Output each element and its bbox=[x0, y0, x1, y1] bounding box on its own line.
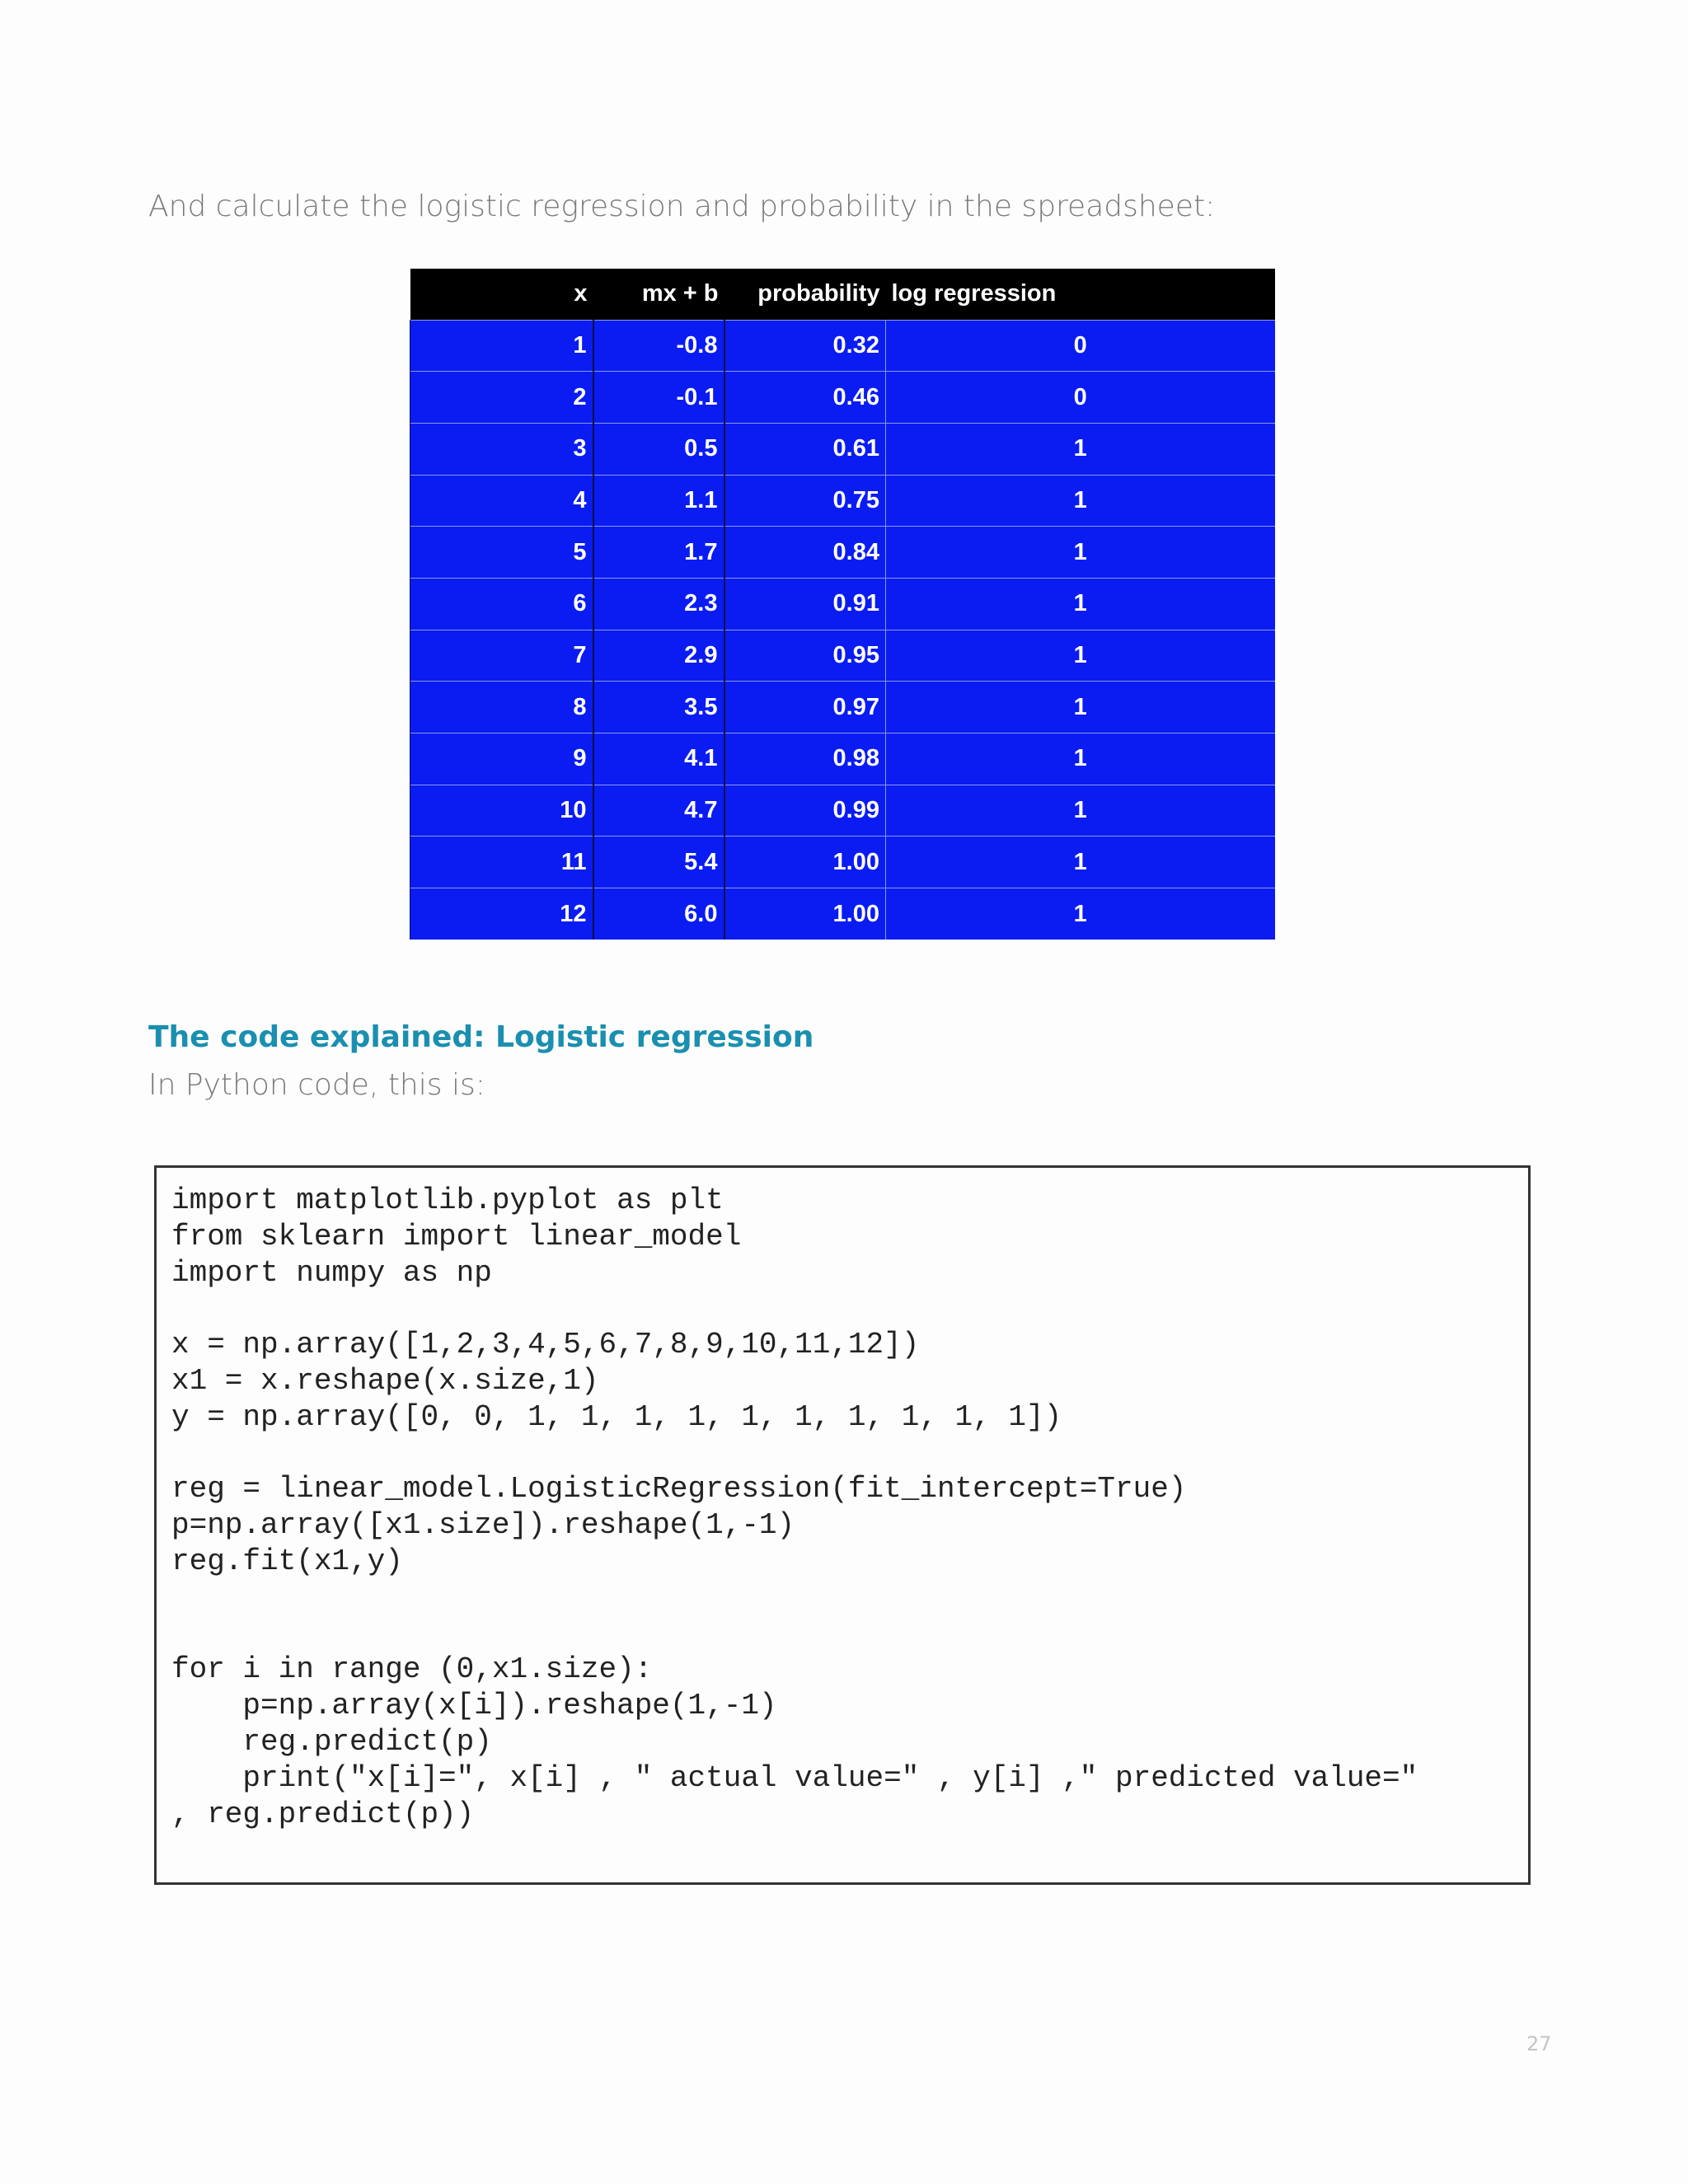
cell-x: 3 bbox=[410, 423, 593, 475]
table-row bbox=[410, 475, 1275, 527]
page-number: 27 bbox=[1526, 2032, 1552, 2055]
cell-mx-b: 1.1 bbox=[593, 475, 724, 527]
cell-probability: 0.97 bbox=[724, 682, 886, 733]
column-header-mx-b: mx + b bbox=[593, 269, 724, 320]
cell-log-regression: 1 bbox=[886, 578, 1275, 630]
cell-mx-b: 4.7 bbox=[593, 785, 724, 837]
cell-mx-b: -0.1 bbox=[593, 372, 724, 424]
cell-mx-b: 3.5 bbox=[593, 682, 724, 733]
intro-text: And calculate the logistic regression and probability in the spreadsheet: bbox=[148, 190, 1216, 223]
table-row bbox=[410, 527, 1275, 579]
cell-mx-b: 6.0 bbox=[593, 888, 724, 940]
cell-log-regression: 1 bbox=[886, 475, 1275, 527]
cell-x: 5 bbox=[410, 527, 593, 579]
cell-probability: 0.61 bbox=[724, 423, 886, 475]
section-heading: The code explained: Logistic regression bbox=[148, 1020, 814, 1054]
cell-log-regression: 1 bbox=[886, 888, 1275, 940]
cell-x: 12 bbox=[410, 888, 593, 940]
cell-log-regression: 1 bbox=[886, 785, 1275, 837]
cell-log-regression: 1 bbox=[886, 630, 1275, 682]
cell-probability: 1.00 bbox=[724, 837, 886, 888]
table-row bbox=[410, 733, 1275, 785]
cell-x: 4 bbox=[410, 475, 593, 527]
cell-mx-b: 2.9 bbox=[593, 630, 724, 682]
table-row bbox=[410, 320, 1275, 372]
column-header-probability: probability bbox=[724, 269, 886, 320]
cell-probability: 0.84 bbox=[724, 527, 886, 579]
cell-x: 7 bbox=[410, 630, 593, 682]
spreadsheet-table bbox=[410, 269, 1275, 940]
cell-probability: 0.32 bbox=[724, 320, 886, 372]
cell-probability: 0.98 bbox=[724, 733, 886, 785]
cell-x: 8 bbox=[410, 682, 593, 733]
table-header-row bbox=[410, 269, 1275, 320]
table-row bbox=[410, 578, 1275, 630]
cell-mx-b: 2.3 bbox=[593, 578, 724, 630]
cell-log-regression: 1 bbox=[886, 527, 1275, 579]
cell-mx-b: 0.5 bbox=[593, 423, 724, 475]
table-row bbox=[410, 630, 1275, 682]
cell-mx-b: -0.8 bbox=[593, 320, 724, 372]
cell-probability: 0.99 bbox=[724, 785, 886, 837]
cell-log-regression: 0 bbox=[886, 372, 1275, 424]
cell-probability: 0.46 bbox=[724, 372, 886, 424]
cell-log-regression: 0 bbox=[886, 320, 1275, 372]
cell-log-regression: 1 bbox=[886, 682, 1275, 733]
column-header-x: x bbox=[410, 269, 593, 320]
cell-log-regression: 1 bbox=[886, 733, 1275, 785]
cell-x: 9 bbox=[410, 733, 593, 785]
table-row bbox=[410, 372, 1275, 424]
cell-x: 6 bbox=[410, 578, 593, 630]
cell-probability: 0.95 bbox=[724, 630, 886, 682]
section-subheading: In Python code, this is: bbox=[148, 1068, 485, 1102]
table-row bbox=[410, 682, 1275, 733]
python-code: import matplotlib.pyplot as plt from sklearn import linear_model import numpy as np x = np.array([1,2,3,4,5,6,7,8,9,10,11,12]) x1 = x.reshape(x.size,1) y = np.array([0, 0, 1, 1, 1, 1, 1, 1, 1, 1, 1, 1]) reg = linear_model.LogisticRegression(fit_intercept=True) p=np.array([x1.size]).reshape(1,-1) reg.fit(x1,y) for i in range (0,x1.size): p=np.array(x[i]).reshape(1,-1) reg.predict(p) print("x[i]=", x[i] , " actual value=" , y[i] ," predicted value=" , reg.predict(p)) bbox=[171, 1183, 1418, 1831]
cell-probability: 0.75 bbox=[724, 475, 886, 527]
code-block bbox=[154, 1165, 1531, 1885]
cell-probability: 1.00 bbox=[724, 888, 886, 940]
cell-mx-b: 1.7 bbox=[593, 527, 724, 579]
cell-mx-b: 5.4 bbox=[593, 837, 724, 888]
table-row bbox=[410, 423, 1275, 475]
table-body bbox=[410, 320, 1275, 940]
cell-probability: 0.91 bbox=[724, 578, 886, 630]
cell-x: 10 bbox=[410, 785, 593, 837]
cell-log-regression: 1 bbox=[886, 423, 1275, 475]
cell-x: 11 bbox=[410, 837, 593, 888]
column-header-log-regression: log regression bbox=[886, 269, 1275, 320]
table-row bbox=[410, 785, 1275, 837]
cell-mx-b: 4.1 bbox=[593, 733, 724, 785]
cell-x: 2 bbox=[410, 372, 593, 424]
table-row bbox=[410, 837, 1275, 888]
table-row bbox=[410, 888, 1275, 940]
cell-x: 1 bbox=[410, 320, 593, 372]
cell-log-regression: 1 bbox=[886, 837, 1275, 888]
